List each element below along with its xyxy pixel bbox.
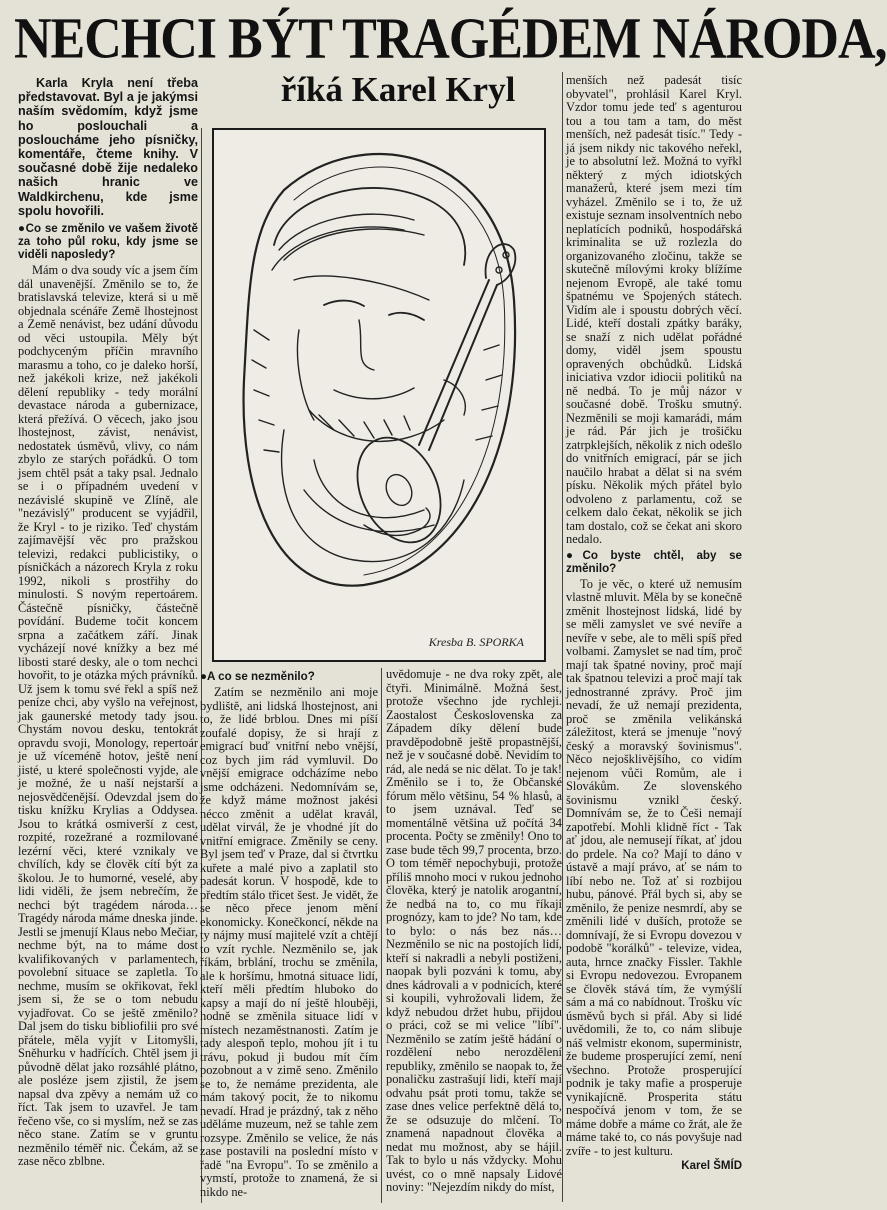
column-2	[200, 668, 378, 1199]
illustration-frame	[212, 128, 546, 662]
column-1	[18, 76, 198, 1169]
column-rule-2	[562, 72, 563, 1202]
answer-2-part-2: uvědomuje - ne dva roky zpět, ale čtyři. Minimálně. Možná šest, protože všechno jde rychleji. Zaostalost Československa za Západem díky dělení bude pravděpodobně ještě propastnější, než je v současné době. Nevidím to rád, ale nedá se nic dělat. To je tak! Změnilo se i to, že Občanské fórum mělo většinu, 54 % hlasů, a to jsem uznával. Teď se momentálně většina už počítá 34 procenta. Počty se změnily! Ono to zase bude těch 99,7 procenta, brzo. O tom téměř nepochybuji, protože příliš mnoho moci v rukou jednoho člověka, který je natolik arogantní, že nedbá na to, co mu říkají prognózy, kam to jde? No tam, kde to bylo: o nás bez nás… Nezměnilo se nic na postojích lidí, kteří si nakradli a nebyli postiženi, naopak byli pozváni k tomu, aby dnes kádrovali a v podnicích, které si koupili, vyhrožovali lidem, že když nebudou držet hubu, přijdou o práci, což se mi velice "líbí". Nezměnilo se zatím ještě hádání o rozdělení nebo nerozdělení republiky, změnilo se naopak to, že ponaličku zastrašují lidi, kteří mají odvahu psát proti tomu, takže se zase dnes velice perfektně dělá to, že se odsuzuje do mlčení. To znamená napadnout člověka a nedat mu možnost, aby se hájil. Tak to bylo u nás vždycky. Mohu uvést, co o mně napsaly Lidové noviny: "Nejezdím nikdy do míst,	[386, 667, 562, 1194]
author-signature: Karel ŠMÍD	[681, 1160, 742, 1172]
answer-3: To je věc, o které už nemusím vlastně mluvit. Měla by se konečně změnit lhostejnost lidská, lidé by se měli zamyslet ve své nevíře a nevíře v sebe, ale to měli spíš před volbami. Zamyslet se nad tím, proč mají tak špatné noviny, proč mají tak špatnou televizi a proč mají tak jednostranné zprávy. Proč jim nevadí, že už nemají prezidenta, proč se změnila velikánská záležitost, která se jmenuje "nový český a moravský šovinismus". Něco nejošklivějšího, co vidím nejenom vůči Romům, ale i Slovákům. Ze slovenského šovinismu vznikl český. Domnívám se, že to Češi nemají zapotřebí. Mohli klidně říct - Tak ať jdou, ale nemusejí říkat, ať jdou do prdele. Na co? Mají to dáno v ústavě a mají právo, ať se nám to líbí nebo ne. Tož ať si rozbijou hubu, pánové. Přál bych si, aby se změnilo, že penize nesmrdí, aby se změnili lidé v duších, protože se domnívají, že si Evropu dovezou v podobě "korálků" - televize, videa, auta, hrnce značky Fissler. Takhle si Evropu nedovezou. Evropanem se člověk stává tím, že vymýšlí sám a má co nabídnout. Trošku víc úsměvů bych si přál. Aby si lidé uvědomili, že to, co nám slibuje náš velmistr ekonom, superministr, že budeme prosperující zemí, není všechno. Protože prosperující podnik je taky mafie a prosperuje vynikajícně. Prosperita státu nespočívá jenom v tom, že se máme dobře a máme co žrát, ale že máme také to, co nás povyšuje nad zvíře - to jest kulturu.	[566, 576, 742, 1158]
column-3	[386, 668, 562, 1195]
answer-2-part-3: menších než padesát tisíc obyvatel", prohlásil Karel Kryl. Vzdor tomu jede teď s agenturou tou a tou tam a tam, do měst menších, než padesát tisíc." Tedy - já jsem nikdy nic takového neřekl, je to absolutní lež. Možná to vyřkl některý z mých idiotských manažerů, které jsem mezi tím vyházel. Změnilo se i to, že už existuje seznam insolventních nebo neplatících podniků, hospodářská kriminalita se už rozlezla do organizovaného zločinu, takže se skutečně mílovými kroky blížíme nejenom Evropě, ale také tomu špatnému ve Spojených státech. Vidím ale i spoustu dobrých věcí. Lidé, kteří dostali zpátky baráky, se snaží z nich udělat pořádné domy, viděl jsem spoustu opravených obchůdků. Lidská iniciativa vzdor idiocii politiků na ně nedbá. To je můj názor v současné době. Trošku smutný. Nezměnili se moji kamarádi, mám je rád. Pár jich je trošičku zatrpklejších, několik z nich odešlo do vnitřních emigrací, pár se jich naučilo hrabat a dělat si na svém písku. Několik mých přátel bylo odvoleno z parlamentu, což se celkem dalo čekat, několik se jich tam dostalo, což se čekat ani skoro nedalo.	[566, 73, 742, 546]
answer-2-part-1: Zatím se nezměnilo ani moje bydliště, ani lidská lhostejnost, ani to, že lidé brblou. Dnes mi píší zoufalé dopisy, že si hrají z emigrací buď vnitřní nebo vnější, coz bych jim rád vymluvil. Do vnější emigrace odcházíme nebo jsme odcházeni. Nedomnívám se, že když máme možnost jakési nécco změnit a udělat kravál, udělat virvál, že je vhodné jít do vnitřní emigrace. Změnily se ceny. Byl jsem teď v Praze, dal si čtvrtku kuřete a malé pivo a zaplatil sto padesát korun. V hospodě, kde to předtím stálo třicet šest. Je vidět, že se něco přece jenom mění ekonomicky. Konečkoncí, někde na ty nájmy musí majitelé vzít a chtějí to vzít rychle. Nezměnilo se, jak říkám, brblání, trochu se změnila, ale k horšímu, hmotná situace lidí, kteří měli předtím hluboko do kapsy a mají do ní ještě hlouběji, hodně se změnila situace lidí v místech nezaměstnanosti. Zatím je tady alespoň teplo, mohou jít i tu trávu, pokud ji budou mít čím pozobnout a v zimě seno. Změnilo se to, že nemáme prezidenta, ale mám takový pocit, že to nikomu nevadí. Hrad je prázdný, tak z něho uděláme muzeum, než se tahle zem rozsype. Změnilo se velice, že nás zase postavili na poslední místo v řadě "na Evropu". To se změnilo a vymstí, protože to znamená, že si nikdo ne-	[200, 685, 378, 1199]
answer-1: Mám o dva soudy víc a jsem čím dál unavenější. Změnilo se to, že bratislavská televize, která si u mě objednala scénáře Země lhostejnost a Země nenávist, bez udání důvodu od věci ustoupila. Měly být podchyceným příčin mravního marasmu a toho, co je daleko horší, než jakékoli krize, než jakékoli dělení republiky - tedy morální devastace národa a gubernizace, která přežívá. O věcech, jako jsou lhostejnost, závist, nenávist, nedostatek úsměvů, vlivy, co nám zbylo ze starých pořádků. O tom jsem chtěl psát a taky psal. Jednalo se i o případném uvedení v nezávislé skupině ve Zlíně, ale "nezávislý" producent se vyjádřil, že Kryl - to je riziko. Teď chystám zajímavější věc pro pražskou televizi, redakci publicistiky, o písničkách a názorech Kryla z roku 1992, nikoli s prostřihy do minulosti. S novým repertoárem. Částečně písničky, částečně povídání. Budeme točit koncem srpna a začátkem září. Jinak vycházejí nové knížky a bez mé libosti staré desky, ale o tom nechci hovořit, to je otázka mých právníků. Už jsem k tomu své řekl a spíš než peníze chci, aby vyšlo na veřejnost, jak gaunerské metody tady jsou. Chystám novou desku, tentokrát opravdu svoji, Monology, repertoár je už víceméně hotov, ještě není jisté, u které společnosti vyjde, ale je možné, že u naší nejstarší a nejosvědčenější. Odevzdal jsem do tisku knížku Krylias a Oddysea. Jsou to krátká osmiverší z cest, rozpité, rozežrané a rozmilované lezérní věci, které vznikaly ve chvílích, kdy se člověk cítí být za školou. Je to humorné, veselé, aby lidi viděli, že jsem nebrečím, že nechci být tragédem národa… Tragédy národa máme dneska jinde. Jestli se jmenují Klaus nebo Mečiar, nechme být, na to máme dost kvalifikovaných v parlamentech, povolební situace se zapletla. To nechme, musím se okřikovat, řekl jsem si, že se o tom nebudu vyjadřovat. Co se ještě změnilo? Dal jsem do tisku bibliofilii pro své přátele, měla vyjít v Litomyšli, Sněhurku v hadřících. Chtěl jsem ji původně dělat jako rozsáhlé plátno, ale posléze jsem zjistil, že jsem napsal dva zpěvy a nemám už co říct. Tak jsem to uzavřel. Je tam řečeno vše, co si myslím, než se zas něco stane. Zatím se v gruntu nezměnilo téměř nic. Čekám, až se zase něco zblbne.	[18, 263, 198, 1169]
column-rule-3	[381, 668, 382, 1203]
column-4	[566, 74, 742, 1174]
intro-paragraph: Karla Kryla není třeba představovat. Byl a je jakýmsi naším svědomím, když jsme ho poslouchali a posloucháme jeho písničky, komentáře, čteme knihy. V současné době žije nedaleko našich hranic ve Waldkirchenu, kde jsme spolu hovořili.	[18, 76, 198, 218]
subheadline: říká Karel Kryl	[280, 70, 516, 109]
question-1: ●Co se změnilo ve vašem životě za toho půl roku, kdy jsme se viděli naposledy?	[18, 222, 198, 262]
headline: NECHCI BÝT TRAGÉDEM NÁRODA,	[14, 6, 887, 71]
kryl-illustration	[214, 130, 544, 660]
question-2: ●A co se nezměnilo?	[200, 670, 315, 683]
image-credit: Kresba B. SPORKA	[428, 635, 524, 649]
question-3: ●Co byste chtěl, aby se změnilo?	[566, 548, 742, 575]
